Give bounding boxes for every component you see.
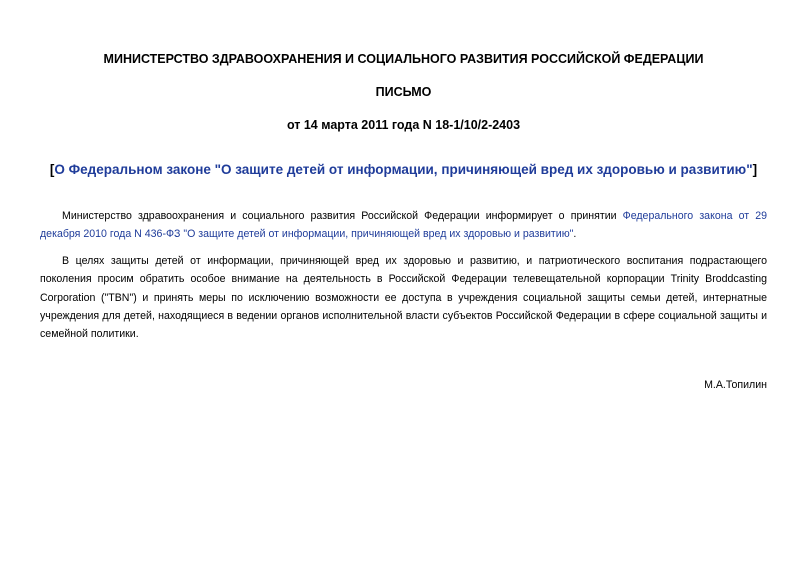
paragraph-1-end: . bbox=[573, 228, 577, 241]
subject-link[interactable]: О Федеральном законе "О защите детей от информации, причиняющей вред их здоровью и развитию" bbox=[54, 162, 753, 177]
document-type: ПИСЬМО bbox=[375, 85, 432, 99]
paragraph-1 bbox=[40, 207, 767, 244]
document-subject bbox=[0, 162, 807, 177]
subject-open-bracket: [ bbox=[49, 162, 55, 177]
date-and-number: от 14 марта 2011 года N 18-1/10/2-2403 bbox=[286, 118, 521, 132]
signature: М.А.Топилин bbox=[704, 379, 767, 391]
federal-law-link[interactable]: Федерального закона от 29 декабря 2010 года N 436-ФЗ "О защите детей от информации, причиняющей вред их здоровью и развитию" bbox=[40, 210, 768, 241]
paragraph-1-text: Министерство здравоохранения и социального развития Российской Федерации информирует о принятии bbox=[62, 210, 623, 222]
ministry-title: МИНИСТЕРСТВО ЗДРАВООХРАНЕНИЯ И СОЦИАЛЬНОГО РАЗВИТИЯ РОССИЙСКОЙ ФЕДЕРАЦИИ bbox=[103, 52, 704, 66]
subject-close-bracket: ] bbox=[752, 162, 758, 177]
paragraph-2: В целях защиты детей от информации, причиняющей вред их здоровью и развитию, и патриотического воспитания подрастающего поколения просим обратить особое внимание на деятельность в Российской Федерации телевещательной корпорации Trinity Broddcasting Corporation ("TBN") и принять меры по исключению возможности ее доступа в учреждения социальной защиты семьи детей, интернатные учреждения для детей, находящиеся в ведении органов исполнительной власти субъектов Российской Федерации в сфере социальной защиты и семейной политики. bbox=[40, 255, 767, 341]
